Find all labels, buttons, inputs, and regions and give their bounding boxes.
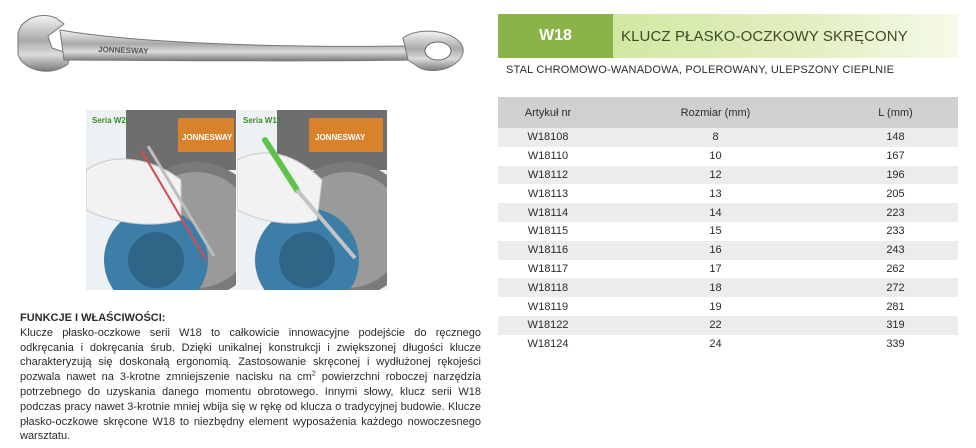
cell-article: W18117: [498, 260, 598, 279]
specs-table: [498, 97, 958, 354]
column-header-length: L (mm): [833, 97, 958, 128]
cell-article: W18114: [498, 203, 598, 222]
cell-article: W18116: [498, 241, 598, 260]
cell-length: 233: [833, 222, 958, 241]
product-header: [498, 14, 958, 58]
product-subtitle: STAL CHROMOWO-WANADOWA, POLEROWANY, ULEPSZONY CIEPLNIE: [506, 64, 895, 76]
product-code: W18: [498, 14, 613, 58]
cell-size: 22: [598, 316, 833, 335]
features-body: [20, 326, 481, 444]
cell-size: 15: [598, 222, 833, 241]
features-section: [20, 311, 481, 444]
wrench-engraving: JONNESWAY: [97, 45, 149, 56]
table-row: [498, 278, 958, 297]
cell-length: 339: [833, 335, 958, 354]
column-header-article: Artykuł nr: [498, 97, 598, 128]
cell-length: 196: [833, 166, 958, 185]
features-text-part1: Klucze płasko-oczkowe serii W18 to całkowicie innowacyjne podejście do ręcznego odkręcania i dokręcania śrub. Dzięki unikalnej konstrukcji i zwiększonej długości klucze charakteryzują się doskonałą ergonomią. Zastosowanie skręconej i wydłużonej rękojeści pozwala nawet na 3-krotne zmniejszenie nacisku na cm: [20, 326, 481, 384]
column-header-size: Rozmiar (mm): [598, 97, 833, 128]
cell-length: 223: [833, 203, 958, 222]
cell-length: 272: [833, 278, 958, 297]
photo-series-w26: [86, 110, 236, 290]
features-title: FUNKCJE I WŁAŚCIWOŚCI:: [20, 312, 166, 324]
cell-size: 17: [598, 260, 833, 279]
cell-article: W18124: [498, 335, 598, 354]
cell-article: W18108: [498, 128, 598, 147]
cell-size: 16: [598, 241, 833, 260]
photo-series-w18: [237, 110, 387, 290]
cell-size: 13: [598, 184, 833, 203]
product-title: KLUCZ PŁASKO-OCZKOWY SKRĘCONY: [613, 14, 958, 58]
table-row: [498, 241, 958, 260]
cell-length: 148: [833, 128, 958, 147]
table-row: [498, 222, 958, 241]
table-row: [498, 316, 958, 335]
table-row: [498, 128, 958, 147]
table-row: [498, 166, 958, 185]
cell-article: W18112: [498, 166, 598, 185]
banner-text: JONNESWAY: [182, 133, 233, 142]
cell-length: 319: [833, 316, 958, 335]
table-row: [498, 297, 958, 316]
cell-size: 19: [598, 297, 833, 316]
table-row: [498, 184, 958, 203]
cell-size: 24: [598, 335, 833, 354]
table-row: [498, 203, 958, 222]
banner-text: JONNESWAY: [315, 133, 366, 142]
cell-length: 167: [833, 147, 958, 166]
cell-article: W18110: [498, 147, 598, 166]
cell-length: 262: [833, 260, 958, 279]
photo-label-w26: Seria W26: [92, 116, 131, 125]
cell-size: 10: [598, 147, 833, 166]
table-row: [498, 147, 958, 166]
table-row: [498, 260, 958, 279]
wrench-product-image: [8, 8, 468, 88]
cell-article: W18118: [498, 278, 598, 297]
cell-length: 243: [833, 241, 958, 260]
cell-size: 8: [598, 128, 833, 147]
features-text-part2: powierzchni roboczej narzędzia potrzebnego do uzyskania danego momentu obrotowego. Innymi słowy, klucz serii W18 podczas pracy nawet 3-krotnie mniej wbija się w rękę od klucza o tradycyjnej budowie. Klucze płasko-oczkowe skręcone W18 to niezbędny element wyposażenia każdego nowoczesnego warsztatu.: [20, 371, 481, 443]
cell-article: W18122: [498, 316, 598, 335]
table-row: [498, 335, 958, 354]
cell-article: W18115: [498, 222, 598, 241]
features-superscript: 2: [311, 370, 316, 378]
cell-length: 205: [833, 184, 958, 203]
cell-size: 18: [598, 278, 833, 297]
cell-article: W18113: [498, 184, 598, 203]
photo-label-w18: Seria W18: [243, 116, 282, 125]
cell-length: 281: [833, 297, 958, 316]
table-header-row: [498, 97, 958, 128]
cell-article: W18119: [498, 297, 598, 316]
cell-size: 14: [598, 203, 833, 222]
cell-size: 12: [598, 166, 833, 185]
